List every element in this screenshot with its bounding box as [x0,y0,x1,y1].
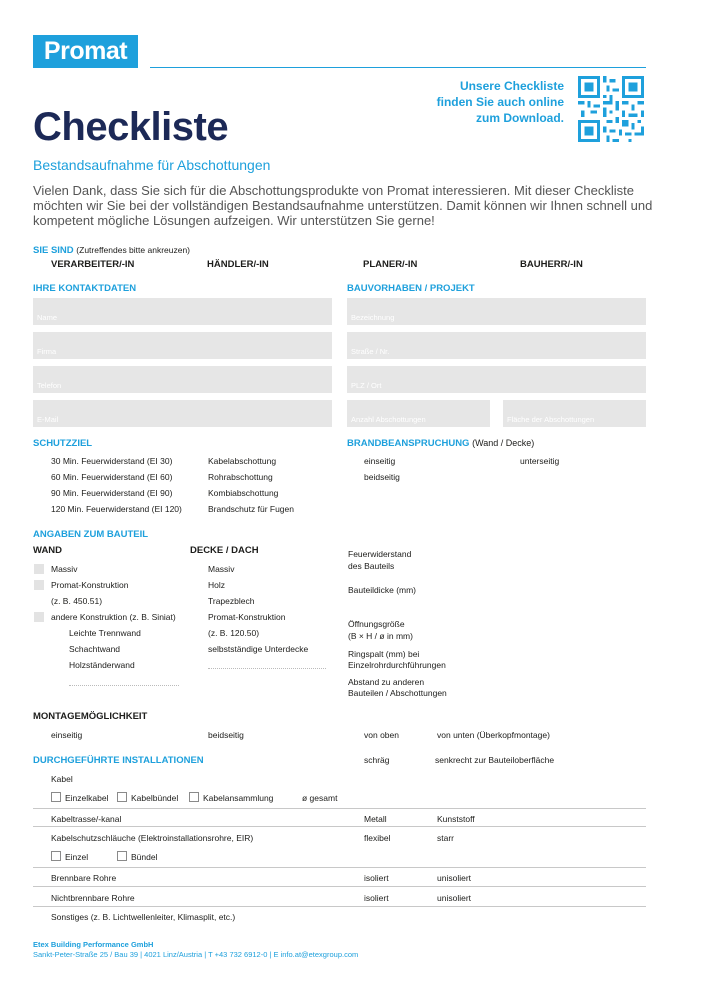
brennbar-isoliert[interactable]: isoliert [364,873,389,883]
area-field[interactable] [503,400,646,427]
wand-other-line[interactable] [69,685,179,686]
brand-einseitig[interactable]: einseitig [364,456,396,466]
option-fugen[interactable]: Brandschutz für Fugen [208,504,294,514]
schlauch-flexibel[interactable]: flexibel [364,833,391,843]
schutzziel-heading: SCHUTZZIEL [33,438,93,449]
company-placeholder: Firma [37,347,57,356]
wand-promat[interactable]: Promat-Konstruktion [51,580,129,590]
count-placeholder: Anzahl Abschottungen [351,415,426,424]
option-kombiabschottung[interactable]: Kombiabschottung [208,488,279,498]
row-divider [33,886,646,887]
brand-title: BRANDBEANSPRUCHUNG [347,438,470,449]
option-ei90[interactable]: 90 Min. Feuerwiderstand (EI 90) [51,488,173,498]
sie-sind-heading [33,245,190,256]
email-field[interactable] [33,400,332,427]
role-bauherr[interactable]: BAUHERR/-IN [520,259,583,270]
decke-holz[interactable]: Holz [208,580,226,590]
option-ei30[interactable]: 30 Min. Feuerwiderstand (EI 30) [51,456,173,466]
decke-unterdecke[interactable]: selbstständige Unterdecke [208,644,309,654]
buendel-label: Bündel [131,852,158,862]
montage-heading: MONTAGEMÖGLICHKEIT [33,711,148,722]
project-heading: BAUVORHABEN / PROJEKT [347,283,475,294]
kabelbuendel-label: Kabelbündel [131,793,179,803]
wand-heading: WAND [33,545,63,556]
promat-logo: Promat [33,35,138,68]
decke-promat-example: (z. B. 120.50) [208,628,260,638]
einzel-label: Einzel [65,852,89,862]
prop-oeffnung-1: Öffnungsgröße [348,619,405,629]
wand-schachtwand[interactable]: Schachtwand [69,644,121,654]
trasse-label: Kabeltrasse/-kanal [51,814,122,824]
durchmesser-gesamt: ø gesamt [302,793,338,803]
wand-andere-checkbox[interactable] [34,612,44,622]
contact-heading: IHRE KONTAKTDATEN [33,283,137,294]
option-ei120[interactable]: 120 Min. Feuerwiderstand (EI 120) [51,504,182,514]
schlauch-label: Kabelschutzschläuche (Elektroinstallationsrohre, EIR) [51,833,254,843]
name-placeholder: Name [37,313,58,322]
online-line-3: zum Download. [476,111,564,125]
install-heading: DURCHGEFÜHRTE INSTALLATIONEN [33,755,204,766]
email-placeholder: E-Mail [37,415,59,424]
trasse-kunststoff[interactable]: Kunststoff [437,814,475,824]
project-name-field[interactable] [347,298,646,325]
prop-abstand-1: Abstand zu anderen [348,677,425,687]
wand-promat-checkbox[interactable] [34,580,44,590]
street-field[interactable] [347,332,646,359]
brand-heading [347,438,534,449]
wand-massiv-checkbox[interactable] [34,564,44,574]
kabel-label: Kabel [51,774,73,784]
prop-ringspalt-2: Einzelrohrdurchführungen [348,660,446,670]
install-schraeg[interactable]: schräg [364,755,390,765]
name-field[interactable] [33,298,332,325]
wand-andere[interactable]: andere Konstruktion (z. B. Siniat) [51,612,176,622]
brennbare-rohre-label: Brennbare Rohre [51,873,117,883]
sie-sind-note: (Zutreffendes bitte ankreuzen) [76,245,191,255]
intro-text: Vielen Dank, dass Sie sich für die Abschottungsprodukte von Promat interessieren. Mit dieser Checkliste möchten wir Sie bei der vollständigen Bestandsaufnahme unterstützen. Damit können wir Ihnen schnell und kompetent mögliche Lösungen aufzeigen. Wir unterstützen Sie gerne! [33,183,653,228]
online-line-2: finden Sie auch online [436,95,564,109]
prop-feuerwiderstand-2: des Bauteils [348,561,395,571]
row-divider [33,867,646,868]
kabelbuendel-checkbox[interactable] [117,792,127,802]
header-rule [150,67,646,68]
schlauch-starr[interactable]: starr [437,833,454,843]
phone-placeholder: Telefon [37,381,62,390]
decke-other-line[interactable] [208,668,326,669]
footer-company: Etex Building Performance GmbH [33,940,154,949]
wand-holzstaenderwand[interactable]: Holzständerwand [69,660,135,670]
row-divider [33,906,646,907]
prop-ringspalt-1: Ringspalt (mm) bei [348,649,420,659]
kabelansammlung-label: Kabelansammlung [203,793,274,803]
brand-note: (Wand / Decke) [472,438,535,448]
zip-city-placeholder: PLZ / Ort [351,381,382,390]
sie-sind-title: SIE SIND [33,245,74,256]
bauteil-heading: ANGABEN ZUM BAUTEIL [33,529,149,540]
montage-einseitig[interactable]: einseitig [51,730,83,740]
decke-massiv[interactable]: Massiv [208,564,235,574]
role-haendler[interactable]: HÄNDLER/-IN [207,259,269,270]
zip-city-field[interactable] [347,366,646,393]
prop-bauteildicke: Bauteildicke (mm) [348,585,417,595]
einzelkabel-label: Einzelkabel [65,793,109,803]
nichtbrennbar-unisoliert[interactable]: unisoliert [437,893,472,903]
install-senkrecht[interactable]: senkrecht zur Bauteiloberfläche [435,755,555,765]
nichtbrennbare-rohre-label: Nichtbrennbare Rohre [51,893,135,903]
decke-promat[interactable]: Promat-Konstruktion [208,612,286,622]
montage-beidseitig[interactable]: beidseitig [208,730,244,740]
wand-leichte-trennwand[interactable]: Leichte Trennwand [69,628,141,638]
montage-von-oben[interactable]: von oben [364,730,399,740]
page-subtitle: Bestandsaufnahme für Abschottungen [33,157,271,173]
prop-feuerwiderstand-1: Feuerwiderstand [348,549,412,559]
einzel-checkbox[interactable] [51,851,61,861]
trasse-metall[interactable]: Metall [364,814,387,824]
online-download-note [400,78,564,126]
street-placeholder: Straße / Nr. [351,347,390,356]
prop-oeffnung-2: (B × H / ø in mm) [348,631,413,641]
role-planer[interactable]: PLANER/-IN [363,259,418,270]
brennbar-unisoliert[interactable]: unisoliert [437,873,472,883]
montage-von-unten[interactable]: von unten (Überkopfmontage) [437,730,550,740]
page-title: Checkliste [33,105,229,149]
role-verarbeiter[interactable]: VERARBEITER/-IN [51,259,135,270]
row-divider [33,808,646,809]
count-field[interactable] [347,400,490,427]
brand-beidseitig[interactable]: beidseitig [364,472,400,482]
online-line-1: Unsere Checkliste [459,79,564,93]
wand-massiv[interactable]: Massiv [51,564,78,574]
decke-heading: DECKE / DACH [190,545,259,556]
project-name-placeholder: Bezeichnung [351,313,395,322]
prop-abstand-2: Bauteilen / Abschottungen [348,688,447,698]
phone-field[interactable] [33,366,332,393]
option-ei60[interactable]: 60 Min. Feuerwiderstand (EI 60) [51,472,173,482]
row-divider [33,826,646,827]
decke-trapezblech[interactable]: Trapezblech [208,596,255,606]
option-kabelabschottung[interactable]: Kabelabschottung [208,456,277,466]
wand-promat-example: (z. B. 450.51) [51,596,103,606]
brand-unterseitig[interactable]: unterseitig [520,456,560,466]
kabelansammlung-checkbox[interactable] [189,792,199,802]
qr-code-icon[interactable] [578,76,644,142]
footer-address: Sankt-Peter-Straße 25 / Bau 39 | 4021 Linz/Austria | T +43 732 6912-0 | E info.at@etexgroup.com [33,950,359,959]
einzelkabel-checkbox[interactable] [51,792,61,802]
option-rohrabschottung[interactable]: Rohrabschottung [208,472,273,482]
area-placeholder: Fläche der Abschottungen [507,415,595,424]
nichtbrennbar-isoliert[interactable]: isoliert [364,893,389,903]
buendel-checkbox[interactable] [117,851,127,861]
sonstiges-label[interactable]: Sonstiges (z. B. Lichtwellenleiter, Klimasplit, etc.) [51,912,236,922]
company-field[interactable] [33,332,332,359]
